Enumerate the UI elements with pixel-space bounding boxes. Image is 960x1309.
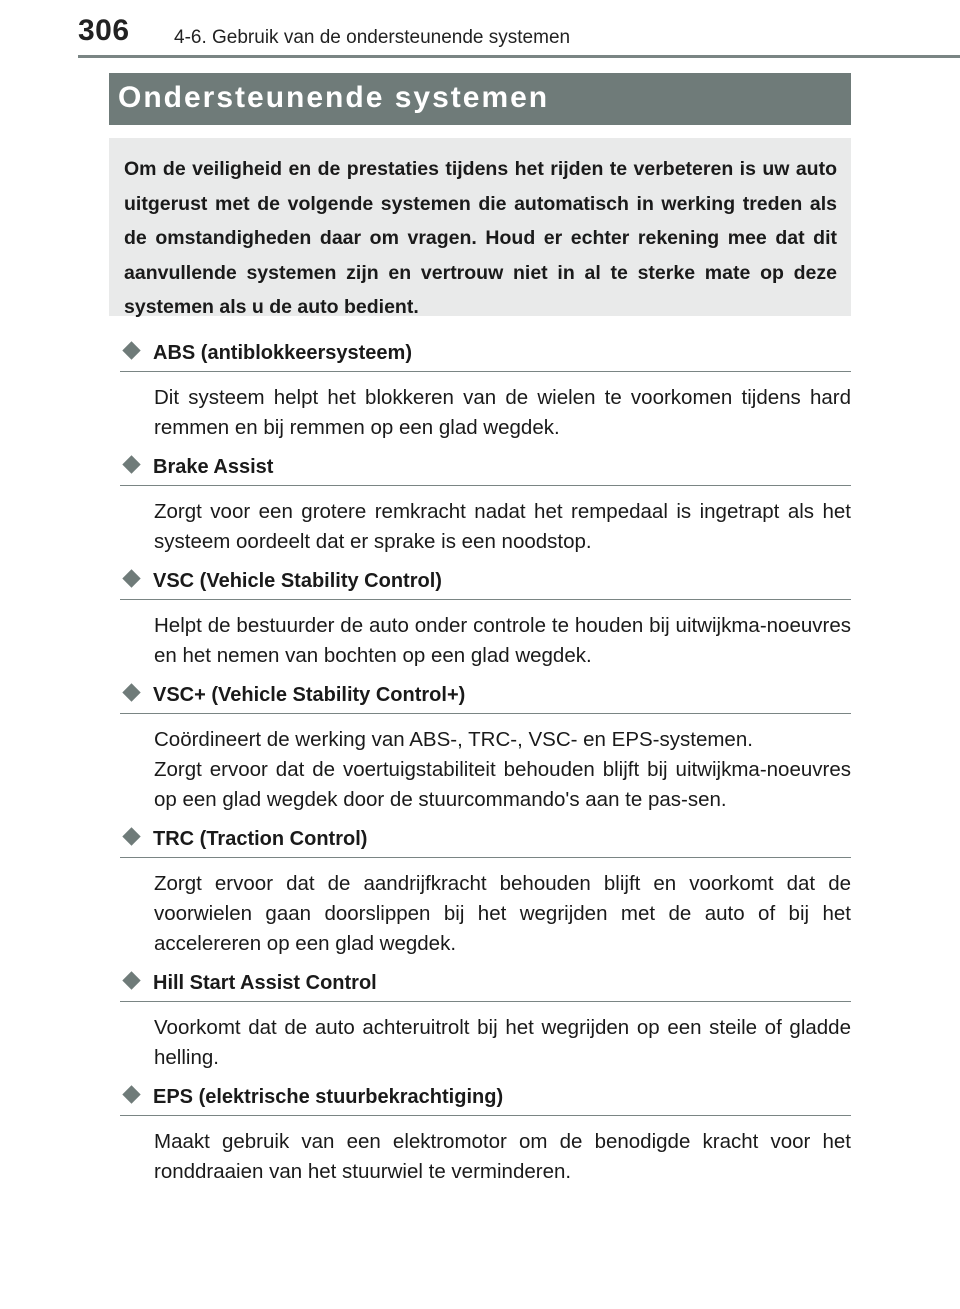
section-body	[154, 858, 851, 959]
diamond-bullet-icon	[122, 569, 140, 587]
section-title: Brake Assist	[153, 456, 274, 478]
header-divider	[78, 55, 960, 58]
section-paragraph: Zorgt voor een grotere remkracht nadat het rempedaal is ingetrapt als het systeem oordeelt dat er sprake is een noodstop.	[154, 500, 851, 553]
system-section-hill-start	[120, 965, 851, 1073]
section-paragraph: Zorgt ervoor dat de voertuigstabiliteit behouden blijft bij uitwijkma-noeuvres op een glad wegdek door de stuurcommando's aan te pas-sen.	[154, 758, 851, 811]
section-paragraph: Helpt de bestuurder de auto onder controle te houden bij uitwijkma-noeuvres en het nemen van bochten op een glad wegdek.	[154, 614, 851, 667]
intro-box	[109, 138, 851, 319]
system-section-trc	[120, 821, 851, 959]
section-title: TRC (Traction Control)	[153, 828, 368, 850]
page-number: 306	[78, 14, 130, 47]
diamond-bullet-icon	[122, 827, 140, 845]
chapter-title: 4-6. Gebruik van de ondersteunende systemen	[174, 27, 571, 48]
section-divider	[120, 599, 851, 601]
page-header	[78, 14, 960, 54]
section-divider	[120, 371, 851, 373]
section-heading	[120, 1079, 851, 1116]
diamond-bullet-icon	[122, 1085, 140, 1103]
section-heading	[120, 821, 851, 858]
section-title: Hill Start Assist Control	[153, 972, 377, 994]
diamond-bullet-icon	[122, 683, 140, 701]
section-title: VSC+ (Vehicle Stability Control+)	[153, 684, 466, 706]
section-body	[154, 486, 851, 557]
section-body	[154, 372, 851, 443]
diamond-bullet-icon	[122, 341, 140, 359]
section-title: VSC (Vehicle Stability Control)	[153, 570, 442, 592]
page-title: Ondersteunende systemen	[118, 81, 550, 114]
section-body	[154, 1116, 851, 1187]
section-divider	[120, 485, 851, 487]
section-title: ABS (antiblokkeersysteem)	[153, 342, 412, 364]
section-body	[154, 600, 851, 671]
section-heading	[120, 335, 851, 372]
section-paragraph: Dit systeem helpt het blokkeren van de wielen te voorkomen tijdens hard remmen en bij remmen op een glad wegdek.	[154, 386, 851, 439]
section-divider	[120, 1115, 851, 1117]
section-title: EPS (elektrische stuurbekrachtiging)	[153, 1086, 504, 1108]
section-paragraph: Coördineert de werking van ABS-, TRC-, VSC- en EPS-systemen.	[154, 728, 753, 751]
section-divider	[120, 857, 851, 859]
system-section-brake-assist	[120, 449, 851, 557]
section-heading	[120, 965, 851, 1002]
system-list	[120, 335, 851, 1193]
diamond-bullet-icon	[122, 971, 140, 989]
section-paragraph: Zorgt ervoor dat de aandrijfkracht behouden blijft en voorkomt dat de voorwielen gaan doorslippen bij het wegrijden met de auto of bij het accelereren op een glad wegdek.	[154, 872, 851, 955]
section-heading	[120, 563, 851, 600]
system-section-eps	[120, 1079, 851, 1187]
section-paragraph: Maakt gebruik van een elektromotor om de benodigde kracht voor het ronddraaien van het stuurwiel te verminderen.	[154, 1130, 851, 1183]
diamond-bullet-icon	[122, 455, 140, 473]
intro-text: Om de veiligheid en de prestaties tijdens het rijden te verbeteren is uw auto uitgerust met de volgende systemen die automatisch in werking treden als de omstandigheden daar om vragen. Houd er echter rekening mee dat dit aanvullende systemen zijn en vertrouw niet in al te sterke mate op deze systemen als u de auto bedient.	[124, 158, 837, 319]
section-heading	[120, 449, 851, 486]
system-section-vsc-plus	[120, 677, 851, 815]
system-section-vsc	[120, 563, 851, 671]
section-body	[154, 714, 851, 815]
section-divider	[120, 713, 851, 715]
section-body	[154, 1002, 851, 1073]
section-divider	[120, 1001, 851, 1003]
system-section-abs	[120, 335, 851, 443]
section-heading	[120, 677, 851, 714]
section-paragraph: Voorkomt dat de auto achteruitrolt bij het wegrijden op een steile of gladde helling.	[154, 1016, 851, 1069]
section-title-bar	[109, 73, 851, 125]
